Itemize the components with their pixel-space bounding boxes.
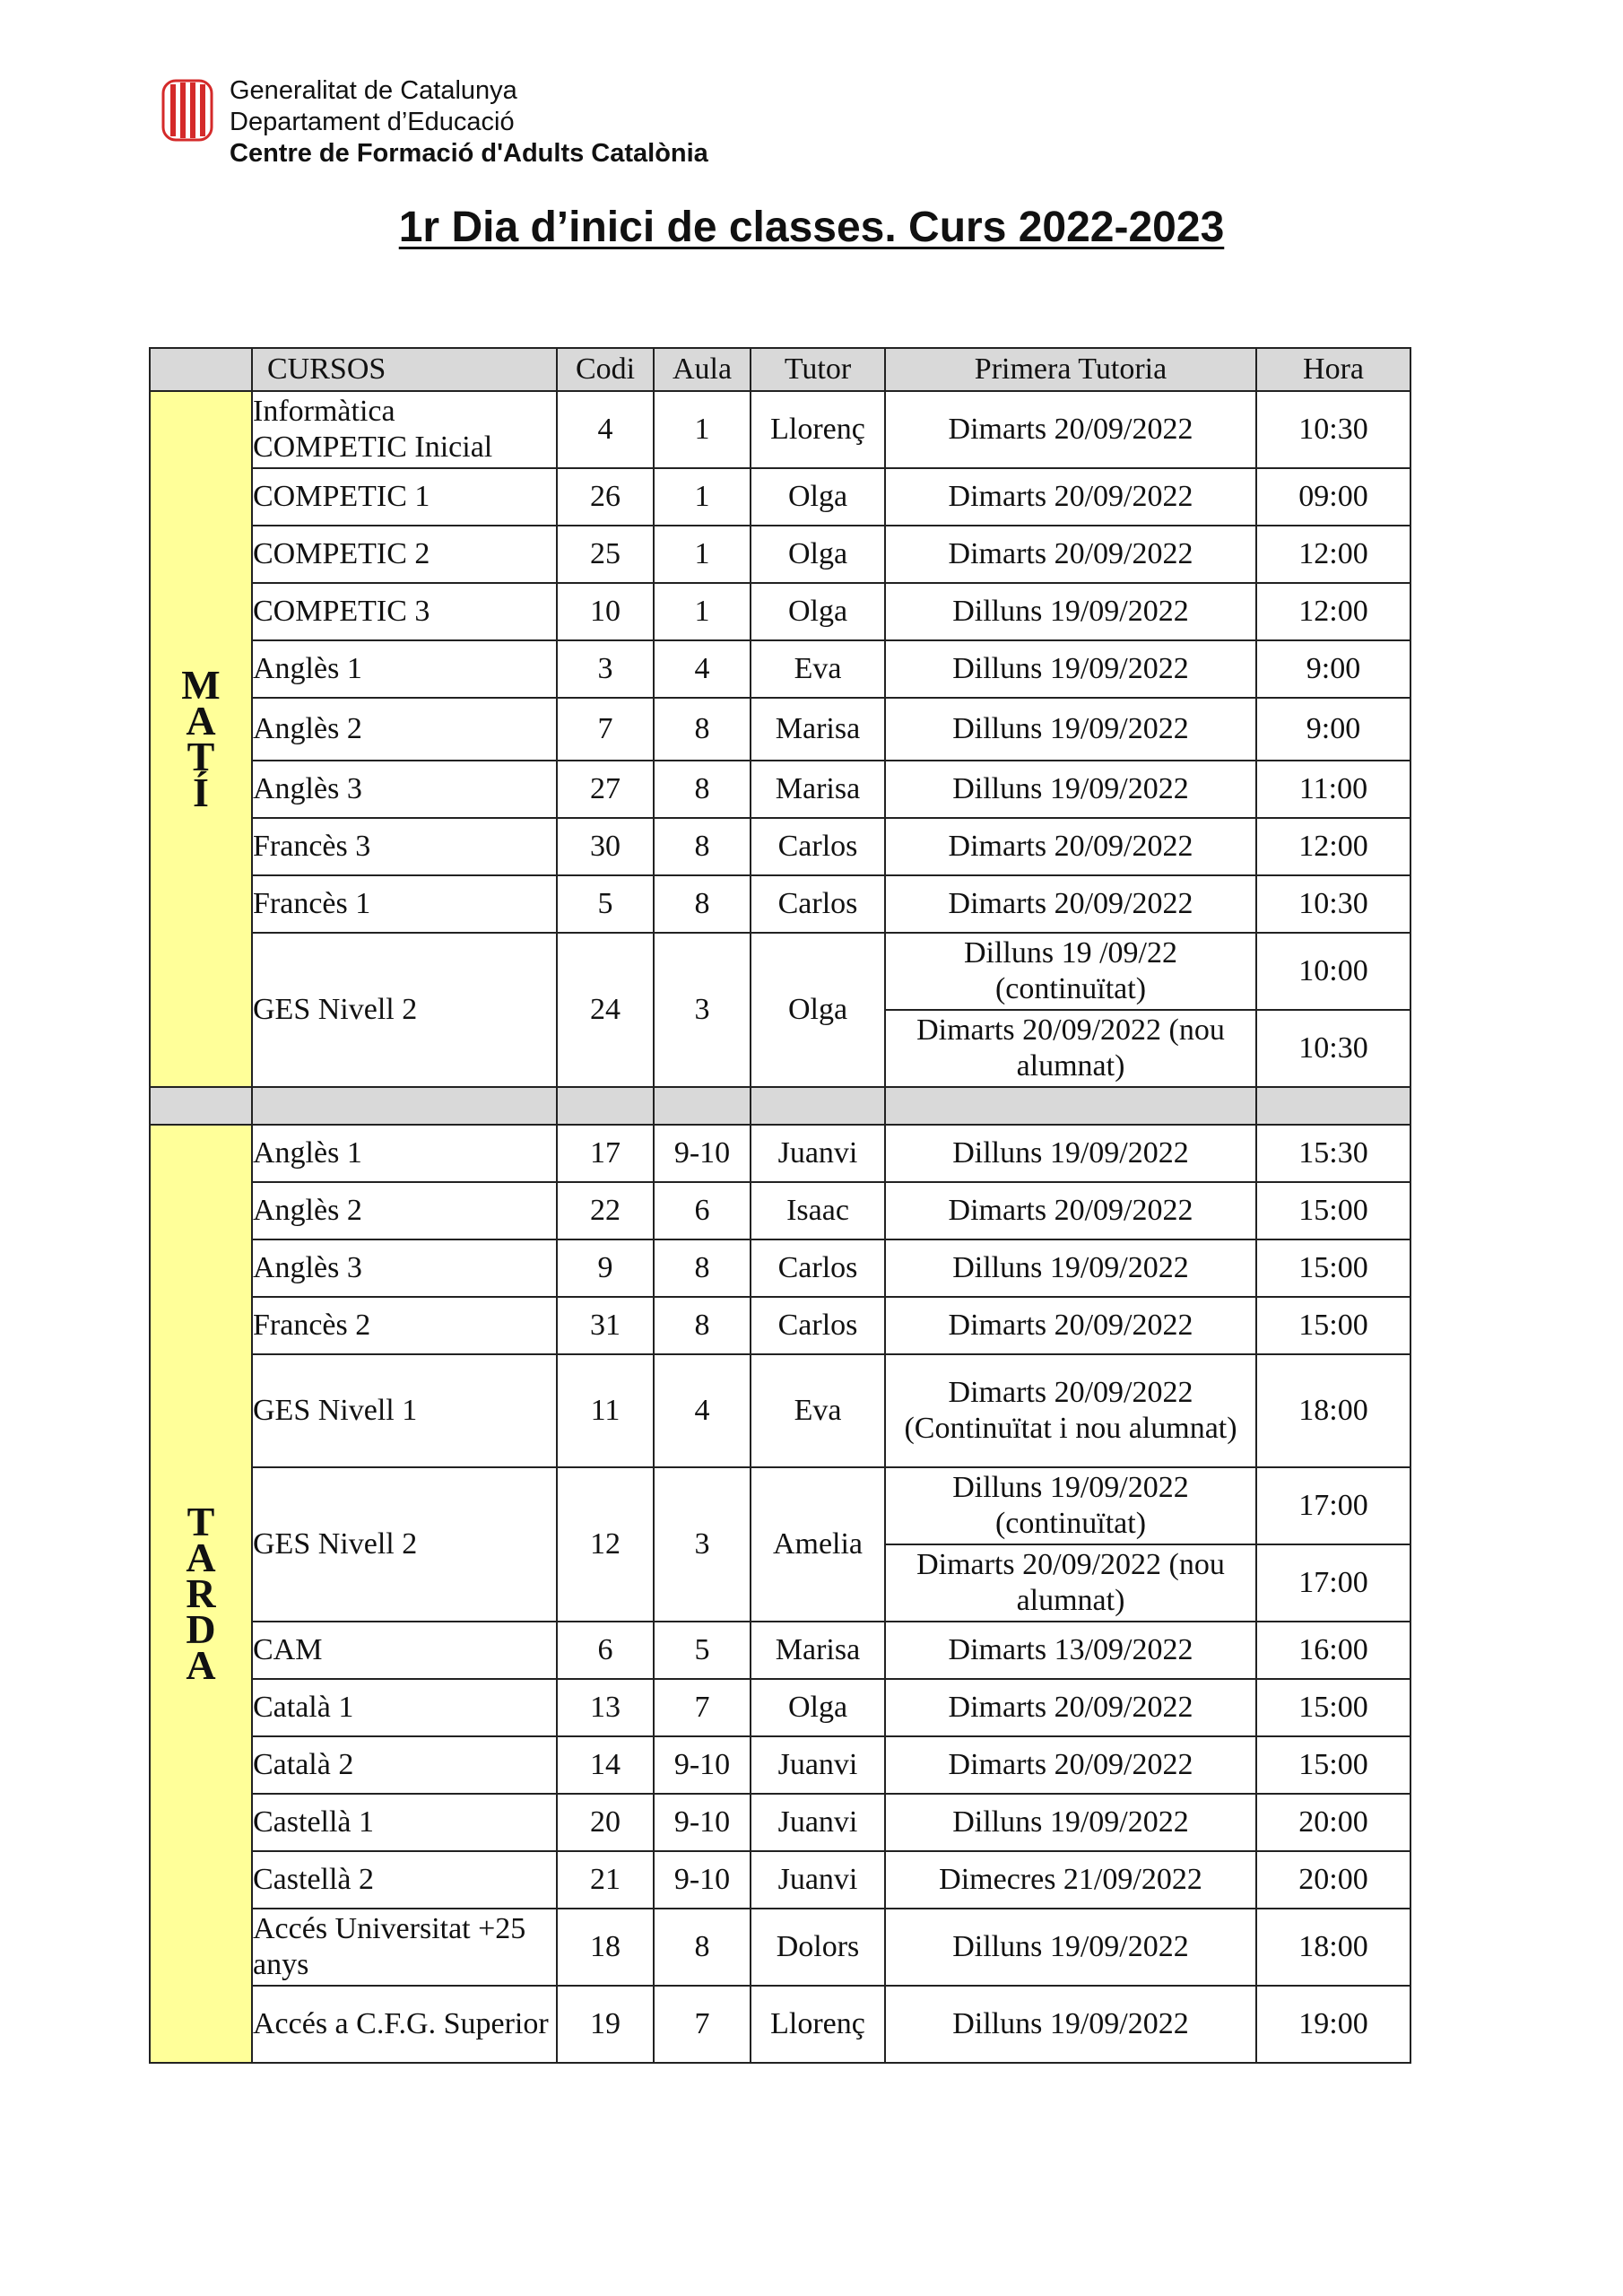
tutoring-time: 18:00 <box>1256 1354 1410 1467</box>
first-tutoring-date: Dimecres 21/09/2022 <box>885 1851 1256 1909</box>
tutoring-time: 20:00 <box>1256 1794 1410 1851</box>
header-primera-tutoria: Primera Tutoria <box>885 348 1256 391</box>
classroom: 4 <box>654 1354 751 1467</box>
header-tutor: Tutor <box>751 348 885 391</box>
classroom: 7 <box>654 1986 751 2063</box>
separator-cell <box>252 1087 557 1125</box>
tutoring-time: 9:00 <box>1256 698 1410 761</box>
course-code: 21 <box>557 1851 654 1909</box>
org-line-2: Departament d’Educació <box>230 108 515 136</box>
classroom: 3 <box>654 933 751 1087</box>
tutoring-time: 17:00 <box>1256 1544 1410 1622</box>
course-name: Anglès 1 <box>252 640 557 698</box>
tutor-name: Marisa <box>751 761 885 818</box>
course-code: 4 <box>557 391 654 468</box>
tutoring-time: 18:00 <box>1256 1909 1410 1986</box>
classroom: 8 <box>654 1909 751 1986</box>
course-code: 18 <box>557 1909 654 1986</box>
first-tutoring-date: Dilluns 19/09/2022 <box>885 1794 1256 1851</box>
letterhead <box>161 75 708 174</box>
tarda-row <box>150 1354 1410 1467</box>
tutoring-time: 10:00 <box>1256 933 1410 1010</box>
classroom: 8 <box>654 875 751 933</box>
course-code: 19 <box>557 1986 654 2063</box>
course-code: 6 <box>557 1622 654 1679</box>
header-hora: Hora <box>1256 348 1410 391</box>
course-code: 24 <box>557 933 654 1087</box>
course-code: 31 <box>557 1297 654 1354</box>
section-letter: A <box>186 1642 216 1688</box>
tutoring-time: 11:00 <box>1256 761 1410 818</box>
classroom: 1 <box>654 391 751 468</box>
course-name: Anglès 1 <box>252 1125 557 1182</box>
tutoring-time: 15:00 <box>1256 1736 1410 1794</box>
generalitat-logo-icon <box>161 79 213 144</box>
tarda-row <box>150 1851 1410 1909</box>
first-tutoring-date: Dimarts 20/09/2022 <box>885 875 1256 933</box>
section-letter: T <box>187 1499 215 1544</box>
header-row <box>150 348 1410 391</box>
tutor-name: Dolors <box>751 1909 885 1986</box>
tutoring-time: 10:30 <box>1256 391 1410 468</box>
section-letter: T <box>187 734 215 779</box>
section-letter: D <box>186 1606 216 1652</box>
separator-cell <box>885 1087 1256 1125</box>
course-name: Accés Universitat +25 anys <box>252 1909 557 1986</box>
course-code: 25 <box>557 526 654 583</box>
course-name: Castellà 2 <box>252 1851 557 1909</box>
course-code: 20 <box>557 1794 654 1851</box>
course-name: GES Nivell 2 <box>252 1467 557 1622</box>
tutor-name: Llorenç <box>751 1986 885 2063</box>
first-tutoring-date: Dimarts 20/09/2022 <box>885 391 1256 468</box>
course-code: 22 <box>557 1182 654 1239</box>
separator-cell <box>557 1087 654 1125</box>
tutor-name: Olga <box>751 583 885 640</box>
tutor-name: Juanvi <box>751 1736 885 1794</box>
tarda-row <box>150 1794 1410 1851</box>
tutor-name: Llorenç <box>751 391 885 468</box>
course-code: 12 <box>557 1467 654 1622</box>
schedule-body <box>150 391 1410 2063</box>
first-tutoring-date: Dilluns 19/09/2022 <box>885 1909 1256 1986</box>
course-code: 14 <box>557 1736 654 1794</box>
course-name: Català 2 <box>252 1736 557 1794</box>
course-name: COMPETIC 3 <box>252 583 557 640</box>
tutoring-time: 17:00 <box>1256 1467 1410 1544</box>
schedule-table <box>149 347 1411 2064</box>
tutoring-time: 12:00 <box>1256 818 1410 875</box>
tutoring-time: 20:00 <box>1256 1851 1410 1909</box>
tutor-name: Marisa <box>751 698 885 761</box>
first-tutoring-date: Dilluns 19/09/2022 <box>885 698 1256 761</box>
classroom: 9-10 <box>654 1794 751 1851</box>
tutoring-time: 15:30 <box>1256 1125 1410 1182</box>
course-name: COMPETIC 2 <box>252 526 557 583</box>
tarda-row <box>150 1622 1410 1679</box>
course-name: Informàtica COMPETIC Inicial <box>252 391 557 468</box>
tutoring-time: 15:00 <box>1256 1239 1410 1297</box>
separator-cell <box>1256 1087 1410 1125</box>
course-code: 30 <box>557 818 654 875</box>
tutoring-time: 10:30 <box>1256 875 1410 933</box>
tarda-row <box>150 1679 1410 1736</box>
tarda-row <box>150 1736 1410 1794</box>
course-code: 13 <box>557 1679 654 1736</box>
tutoring-time: 19:00 <box>1256 1986 1410 2063</box>
mati-row <box>150 875 1410 933</box>
first-tutoring-date: Dimarts 20/09/2022 (nou alumnat) <box>885 1010 1256 1087</box>
classroom: 9-10 <box>654 1736 751 1794</box>
tutoring-time: 15:00 <box>1256 1297 1410 1354</box>
first-tutoring-date: Dimarts 20/09/2022 <box>885 1736 1256 1794</box>
mati-row <box>150 818 1410 875</box>
separator-cell <box>150 1087 252 1125</box>
first-tutoring-date: Dilluns 19/09/2022 <box>885 1239 1256 1297</box>
tarda-row <box>150 1467 1410 1544</box>
mati-row <box>150 391 1410 468</box>
classroom: 1 <box>654 468 751 526</box>
section-letter: A <box>186 1535 216 1580</box>
section-mati-label <box>150 391 252 1087</box>
first-tutoring-date: Dilluns 19/09/2022 <box>885 583 1256 640</box>
first-tutoring-date: Dilluns 19/09/2022 <box>885 640 1256 698</box>
tutor-name: Juanvi <box>751 1125 885 1182</box>
first-tutoring-date: Dimarts 20/09/2022 <box>885 526 1256 583</box>
course-code: 3 <box>557 640 654 698</box>
mati-row <box>150 933 1410 1010</box>
first-tutoring-date: Dilluns 19/09/2022 <box>885 761 1256 818</box>
separator-cell <box>751 1087 885 1125</box>
first-tutoring-date: Dimarts 20/09/2022 <box>885 1679 1256 1736</box>
tutor-name: Eva <box>751 640 885 698</box>
classroom: 6 <box>654 1182 751 1239</box>
course-name: Francès 2 <box>252 1297 557 1354</box>
mati-row <box>150 583 1410 640</box>
section-letter: M <box>181 662 221 708</box>
tutor-name: Marisa <box>751 1622 885 1679</box>
first-tutoring-date: Dilluns 19 /09/22 (continuïtat) <box>885 933 1256 1010</box>
tutoring-time: 16:00 <box>1256 1622 1410 1679</box>
tutor-name: Olga <box>751 933 885 1087</box>
course-name: Francès 1 <box>252 875 557 933</box>
tutor-name: Olga <box>751 526 885 583</box>
course-code: 5 <box>557 875 654 933</box>
course-name: Anglès 3 <box>252 761 557 818</box>
classroom: 7 <box>654 1679 751 1736</box>
first-tutoring-date: Dimarts 20/09/2022 <box>885 1297 1256 1354</box>
classroom: 8 <box>654 818 751 875</box>
course-name: Anglès 2 <box>252 1182 557 1239</box>
tutor-name: Juanvi <box>751 1794 885 1851</box>
tutor-name: Carlos <box>751 1239 885 1297</box>
tutoring-time: 12:00 <box>1256 583 1410 640</box>
tutor-name: Isaac <box>751 1182 885 1239</box>
tutor-name: Carlos <box>751 1297 885 1354</box>
header-cursos: CURSOS <box>252 348 557 391</box>
first-tutoring-date: Dimarts 20/09/2022 <box>885 468 1256 526</box>
page-title: 1r Dia d’inici de classes. Curs 2022-2023 <box>398 204 1225 251</box>
first-tutoring-date: Dilluns 19/09/2022 <box>885 1125 1256 1182</box>
tutor-name: Amelia <box>751 1467 885 1622</box>
tarda-row <box>150 1239 1410 1297</box>
section-separator <box>150 1087 1410 1125</box>
course-name: CAM <box>252 1622 557 1679</box>
classroom: 9-10 <box>654 1125 751 1182</box>
mati-row <box>150 526 1410 583</box>
first-tutoring-date: Dimarts 20/09/2022 (Continuïtat i nou alumnat) <box>885 1354 1256 1467</box>
course-code: 26 <box>557 468 654 526</box>
mati-row <box>150 640 1410 698</box>
course-code: 10 <box>557 583 654 640</box>
classroom: 1 <box>654 526 751 583</box>
separator-cell <box>654 1087 751 1125</box>
tutoring-time: 15:00 <box>1256 1182 1410 1239</box>
first-tutoring-date: Dimarts 13/09/2022 <box>885 1622 1256 1679</box>
first-tutoring-date: Dilluns 19/09/2022 (continuïtat) <box>885 1467 1256 1544</box>
classroom: 8 <box>654 698 751 761</box>
tutor-name: Juanvi <box>751 1851 885 1909</box>
tarda-row <box>150 1909 1410 1986</box>
tutor-name: Carlos <box>751 875 885 933</box>
course-code: 11 <box>557 1354 654 1467</box>
course-code: 17 <box>557 1125 654 1182</box>
tutoring-time: 09:00 <box>1256 468 1410 526</box>
first-tutoring-date: Dilluns 19/09/2022 <box>885 1986 1256 2063</box>
org-names <box>230 75 708 170</box>
classroom: 8 <box>654 1239 751 1297</box>
tutor-name: Olga <box>751 1679 885 1736</box>
tutor-name: Olga <box>751 468 885 526</box>
tarda-row <box>150 1182 1410 1239</box>
section-letter: Í <box>193 770 209 815</box>
tarda-row <box>150 1125 1410 1182</box>
first-tutoring-date: Dimarts 20/09/2022 (nou alumnat) <box>885 1544 1256 1622</box>
course-name: Anglès 2 <box>252 698 557 761</box>
tutoring-time: 9:00 <box>1256 640 1410 698</box>
course-name: GES Nivell 1 <box>252 1354 557 1467</box>
course-name: Francès 3 <box>252 818 557 875</box>
classroom: 9-10 <box>654 1851 751 1909</box>
mati-row <box>150 761 1410 818</box>
classroom: 8 <box>654 761 751 818</box>
course-code: 7 <box>557 698 654 761</box>
section-letter: A <box>186 698 216 744</box>
section-tarda-label <box>150 1125 252 2063</box>
classroom: 4 <box>654 640 751 698</box>
first-tutoring-date: Dimarts 20/09/2022 <box>885 1182 1256 1239</box>
tutor-name: Carlos <box>751 818 885 875</box>
classroom: 1 <box>654 583 751 640</box>
tarda-row <box>150 1986 1410 2063</box>
section-letter: R <box>186 1570 216 1616</box>
course-code: 9 <box>557 1239 654 1297</box>
tutoring-time: 10:30 <box>1256 1010 1410 1087</box>
course-name: GES Nivell 2 <box>252 933 557 1087</box>
mati-row <box>150 468 1410 526</box>
course-name: COMPETIC 1 <box>252 468 557 526</box>
header-codi: Codi <box>557 348 654 391</box>
classroom: 3 <box>654 1467 751 1622</box>
classroom: 8 <box>654 1297 751 1354</box>
course-code: 27 <box>557 761 654 818</box>
tutor-name: Eva <box>751 1354 885 1467</box>
course-name: Català 1 <box>252 1679 557 1736</box>
classroom: 5 <box>654 1622 751 1679</box>
first-tutoring-date: Dimarts 20/09/2022 <box>885 818 1256 875</box>
tutoring-time: 12:00 <box>1256 526 1410 583</box>
tutoring-time: 15:00 <box>1256 1679 1410 1736</box>
org-line-3: Centre de Formació d'Adults Catalònia <box>230 139 708 168</box>
org-line-1: Generalitat de Catalunya <box>230 76 517 105</box>
course-name: Accés a C.F.G. Superior <box>252 1986 557 2063</box>
mati-row <box>150 698 1410 761</box>
tarda-row <box>150 1297 1410 1354</box>
header-blank <box>150 348 252 391</box>
course-name: Castellà 1 <box>252 1794 557 1851</box>
course-name: Anglès 3 <box>252 1239 557 1297</box>
header-aula: Aula <box>654 348 751 391</box>
